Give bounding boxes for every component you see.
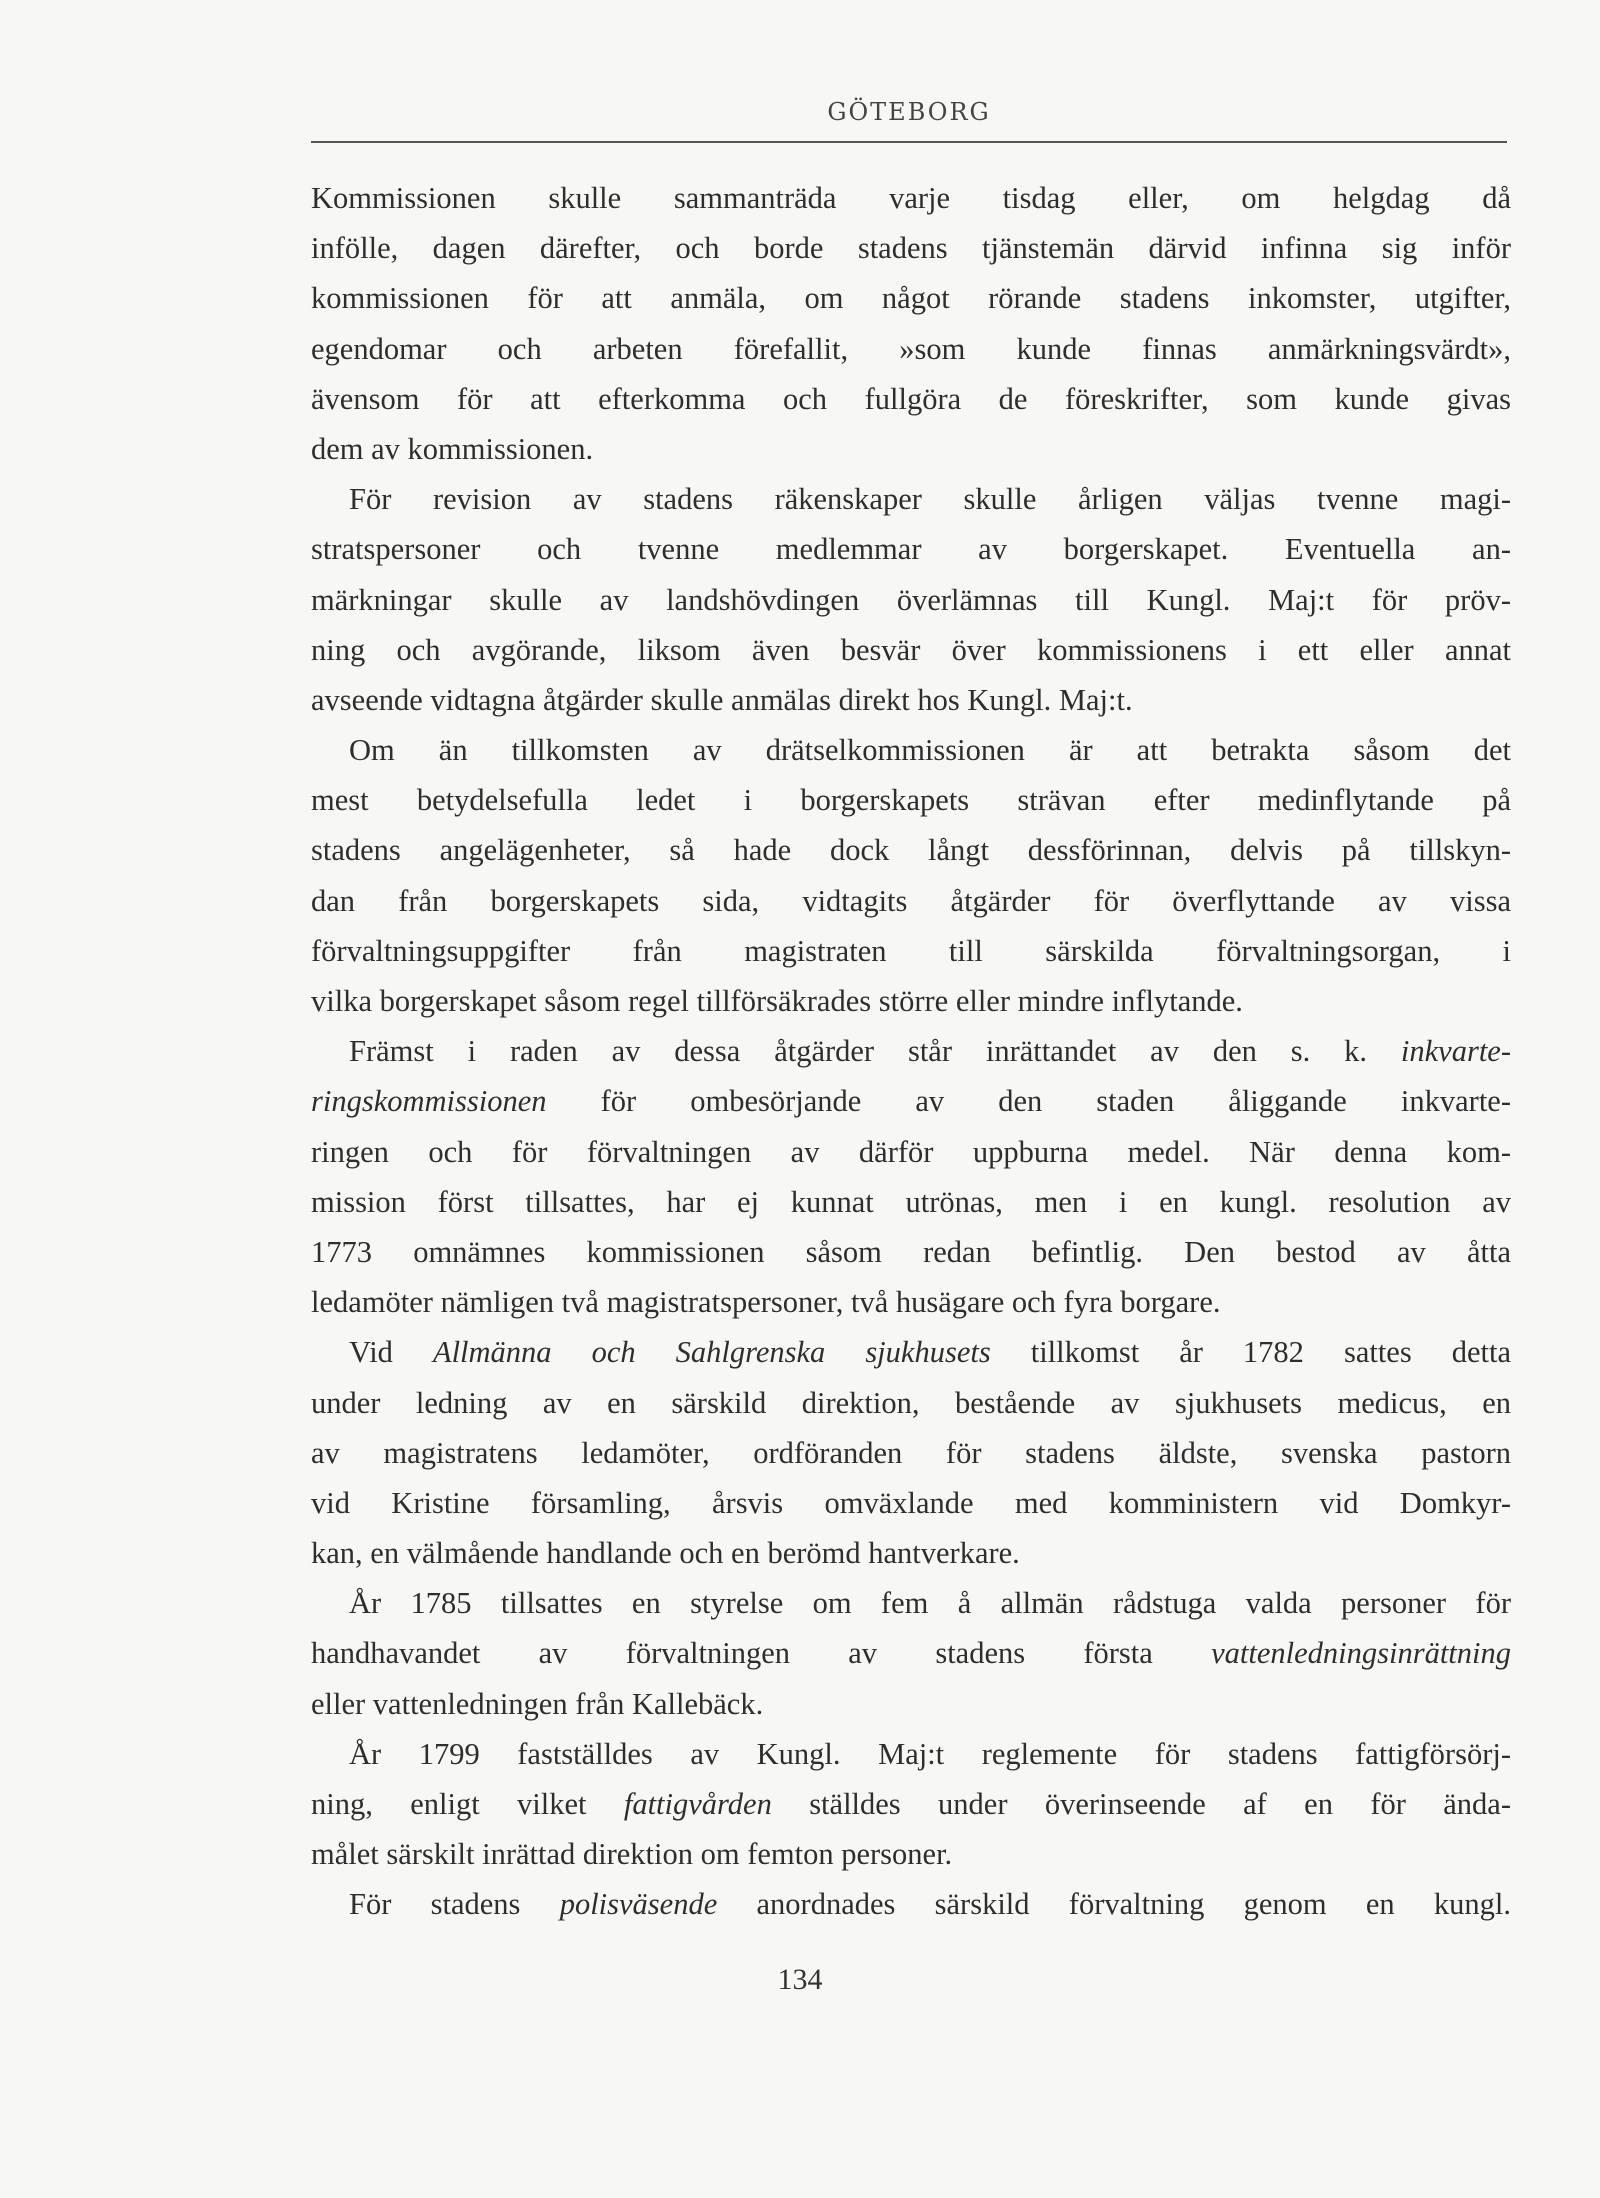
text-line (311, 1578, 1511, 1628)
text-segment: För stadens (349, 1887, 560, 1922)
text-segment: Kommissionen skulle sammanträda varje tisdag eller, om helgdag då (311, 181, 1511, 215)
text-line (311, 725, 1511, 775)
text-line (311, 1779, 1511, 1829)
page-number: 134 (777, 1963, 823, 1996)
text-segment: handhavandet av förvaltningen av stadens första (311, 1636, 1212, 1671)
text-line (311, 324, 1511, 374)
header-rule (311, 141, 1507, 143)
text-line (311, 1227, 1511, 1277)
text-line (311, 1628, 1511, 1678)
text-line (311, 1729, 1511, 1779)
text-segment: Främst i raden av dessa åtgärder står inrättandet av den s. k. (349, 1034, 1401, 1069)
text-line (311, 1177, 1511, 1227)
text-line (311, 926, 1511, 976)
text-segment: avseende vidtagna åtgärder skulle anmälas direkt hos Kungl. Maj:t. (311, 682, 1133, 717)
text-segment: mest betydelsefulla ledet i borgerskapets strävan efter medinflytande på (311, 783, 1511, 818)
text-segment: ning och avgörande, liksom även besvär över kommissionens i ett eller annat (311, 632, 1511, 667)
text-segment: ledamöter nämligen två magistratspersoner, två husägare och fyra borgare. (311, 1285, 1221, 1320)
body-text (311, 173, 1511, 1930)
text-segment: eller vattenledningen från Kallebäck. (311, 1686, 764, 1721)
text-line (311, 1127, 1511, 1177)
text-segment: År 1799 fastställdes av Kungl. Maj:t reglemente för stadens fattigförsörj- (349, 1736, 1511, 1771)
text-line (311, 1378, 1511, 1428)
text-line (311, 1428, 1511, 1478)
text-line (311, 1679, 1511, 1729)
text-segment: vilka borgerskapet såsom regel tillförsäkrades större eller mindre inflytande. (311, 984, 1243, 1018)
text-line (311, 374, 1511, 424)
text-segment: kommissionen för att anmäla, om något rörande stadens inkomster, utgifter, (311, 281, 1511, 316)
text-segment: under ledning av en särskild direktion, bestående av sjukhusets medicus, en (311, 1385, 1511, 1420)
text-segment: anordnades särskild förvaltning genom en kungl. (717, 1887, 1511, 1922)
italic-term: ringskommissionen (311, 1084, 547, 1119)
text-line (311, 1277, 1511, 1327)
text-line (311, 1026, 1511, 1076)
text-line (311, 1528, 1511, 1578)
text-segment: stratspersoner och tvenne medlemmar av borgerskapet. Eventuella an- (311, 532, 1511, 567)
text-segment: stadens angelägenheter, så hade dock långt dessförinnan, delvis på tillskyn- (311, 833, 1511, 868)
text-segment: vid Kristine församling, årsvis omväxlande med komministern vid Domkyr- (311, 1485, 1511, 1520)
running-head: GÖTEBORG (827, 98, 991, 126)
text-segment: mission först tillsattes, har ej kunnat utrönas, men i en kungl. resolution av (311, 1184, 1511, 1219)
text-segment: kan, en välmående handlande och en berömd hantverkare. (311, 1536, 1020, 1571)
text-segment: För revision av stadens räkenskaper skulle årligen väljas tvenne magi- (349, 482, 1511, 517)
text-line (311, 825, 1511, 875)
text-segment: dem av kommissionen. (311, 431, 594, 466)
italic-term: fattigvården (623, 1787, 772, 1821)
text-line (311, 1478, 1511, 1528)
text-segment: egendomar och arbeten förefallit, »som kunde finnas anmärkningsvärdt», (311, 331, 1511, 366)
text-segment: infölle, dagen därefter, och borde stadens tjänstemän därvid infinna sig inför (311, 231, 1511, 266)
text-line (311, 876, 1511, 926)
italic-term: vattenledningsinrättning (1211, 1636, 1511, 1671)
text-line (311, 273, 1511, 323)
text-line (311, 575, 1511, 625)
text-segment: för ombesörjande av den staden åliggande inkvarte- (546, 1084, 1511, 1119)
text-segment: ställdes under överinseende af en för ända- (771, 1787, 1511, 1821)
text-segment: ning, enligt vilket (311, 1787, 624, 1821)
text-line (311, 223, 1511, 273)
text-segment: 1773 omnämnes kommissionen såsom redan befintlig. Den bestod av åtta (311, 1234, 1511, 1269)
text-segment: ringen och för förvaltningen av därför uppburna medel. När denna kom- (311, 1134, 1511, 1169)
text-segment: Vid (349, 1335, 433, 1370)
text-segment: märkningar skulle av landshövdingen överlämnas till Kungl. Maj:t för pröv- (311, 582, 1511, 617)
text-line (311, 675, 1511, 725)
text-segment: ävensom för att efterkomma och fullgöra de föreskrifter, som kunde givas (311, 381, 1511, 416)
text-segment: tillkomst år 1782 sattes detta (990, 1335, 1511, 1370)
text-line (311, 1879, 1511, 1929)
text-segment: förvaltningsuppgifter från magistraten till särskilda förvaltningsorgan, i (311, 933, 1511, 968)
italic-term: Allmänna och Sahlgrenska sjukhusets (432, 1335, 991, 1370)
italic-term: inkvarte- (1400, 1034, 1511, 1069)
text-line (311, 474, 1511, 524)
text-line (311, 775, 1511, 825)
text-segment: av magistratens ledamöter, ordföranden för stadens äldste, svenska pastorn (311, 1435, 1511, 1470)
text-line (311, 625, 1511, 675)
text-line (311, 1327, 1511, 1377)
italic-term: polisväsende (559, 1887, 718, 1922)
text-segment: År 1785 tillsattes en styrelse om fem å allmän rådstuga valda personer för (349, 1586, 1511, 1621)
text-line (311, 173, 1511, 223)
text-line (311, 1076, 1511, 1126)
text-line (311, 424, 1511, 474)
text-line (311, 1829, 1511, 1879)
text-line (311, 976, 1511, 1026)
text-segment: målet särskilt inrättad direktion om femton personer. (311, 1837, 953, 1872)
text-segment: dan från borgerskapets sida, vidtagits åtgärder för överflyttande av vissa (311, 883, 1511, 918)
text-segment: Om än tillkomsten av drätselkommissionen är att betrakta såsom det (349, 733, 1511, 768)
text-line (311, 524, 1511, 574)
